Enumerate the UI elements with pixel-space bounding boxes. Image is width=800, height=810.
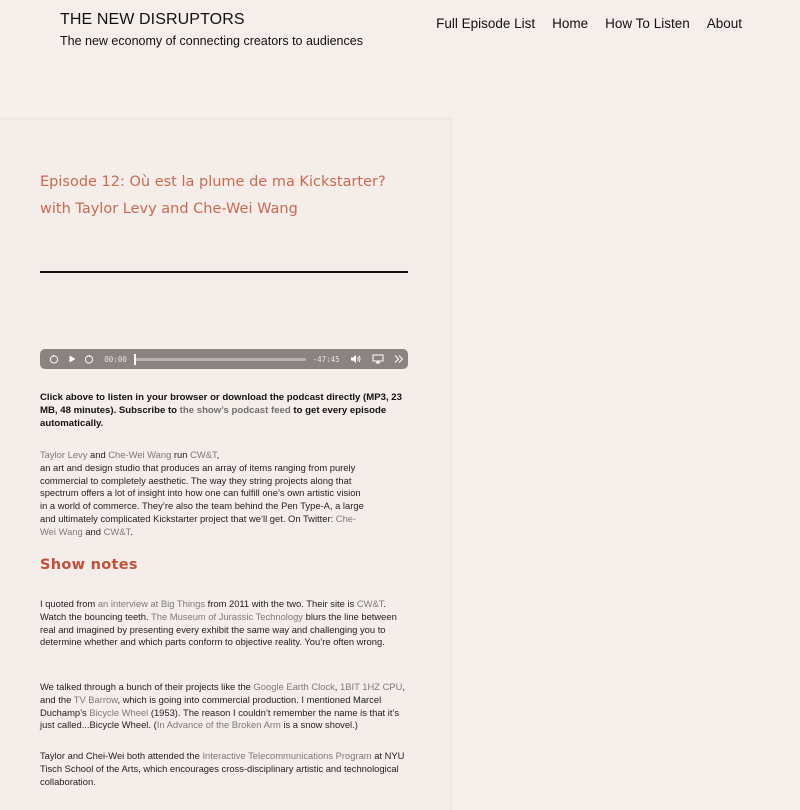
show-notes-paragraph-3 [40,750,410,788]
jurassic-technology-link[interactable]: The Museum of Jurassic Technology [151,610,303,622]
show-notes-heading: Show notes [40,557,138,573]
bio-text: run [171,449,191,460]
paragraph-text: (1953). The reason I couldn’t remember the name is that it’s just called...Bicycle Wheel. ( [40,706,400,731]
paragraph-text: is a snow shovel.) [280,719,358,731]
paragraph-text: Taylor and Chei-Wei both attended the [40,750,203,761]
skip-back-icon[interactable] [45,349,63,369]
airplay-icon[interactable] [369,349,387,369]
cwt-site-link[interactable]: CW&T [356,598,384,609]
site-description: The new economy of connecting creators to audiences [60,34,363,48]
listen-instructions [40,391,410,430]
skip-forward-icon[interactable] [81,349,99,369]
nav-home[interactable]: Home [552,16,589,31]
episode-bio [40,449,370,539]
nav-how-to-listen[interactable]: How To Listen [605,16,690,31]
intro-text: Click above to listen in your browser or download the podcast directly (MP3, 23 MB, 48 minutes). Subscribe to [40,392,402,416]
1bit-cpu-link[interactable]: 1BIT 1HZ CPU [340,681,403,692]
speed-icon[interactable] [390,349,408,369]
paragraph-text: We talked through a bunch of their projects like the [40,681,254,692]
paragraph-text: from 2011 with the two. Their site is [205,598,357,609]
paragraph-text: , and the [40,681,405,705]
podcast-feed-link[interactable]: the show’s podcast feed [179,405,291,416]
paragraph-text: . Watch the bouncing teeth. [40,598,387,622]
cwt-link[interactable]: CW&T [190,449,217,460]
paragraph-text: , [334,681,341,692]
episode-title[interactable]: Episode 12: Où est la plume de ma Kickstarter? with Taylor Levy and Che-Wei Wang [40,174,386,217]
paragraph-text: at NYU Tisch School of the Arts, which encourages cross-disciplinary artistic and technological collaboration. [40,750,405,787]
remaining-time: -47:45 [312,354,340,364]
twitter-che-wei-link[interactable]: Che-Wei Wang [40,512,357,537]
audio-player [40,349,408,369]
bio-text: . [130,525,133,537]
play-icon[interactable] [63,349,81,369]
progress-track[interactable] [134,358,306,361]
itp-link[interactable]: Interactive Telecommunications Program [202,750,372,761]
show-notes-paragraph-2 [40,681,410,732]
show-notes-paragraph-1 [40,598,400,649]
paragraph-text: blurs the line between real and imagined by presenting every exhibit the same way and challenging you to determine whether and which parts conform to objective reality. You’re often wrong. [40,610,397,648]
che-wei-wang-link[interactable]: Che-Wei Wang [108,449,172,460]
site-title[interactable]: THE NEW DISRUPTORS [60,11,245,28]
big-things-interview-link[interactable]: an interview at Big Things [97,598,206,609]
bio-text: , [216,449,220,460]
nav-about[interactable]: About [706,16,742,31]
progress-thumb[interactable] [134,354,136,365]
paragraph-text: , which is going into commercial production. I mentioned Marcel Duchamp’s [40,693,382,718]
tv-barrow-link[interactable]: TV Barrow [73,693,118,705]
bio-text: and [82,525,104,537]
volume-icon[interactable] [347,349,365,369]
bio-text: and [87,449,109,460]
twitter-cwt-link[interactable]: CW&T [103,525,131,537]
taylor-levy-link[interactable]: Taylor Levy [40,449,88,460]
paragraph-text: I quoted from [40,598,98,609]
bio-body: an art and design studio that produces an array of items ranging from purely commercial to completely aesthetic. The way they string projects along that spectrum offers a lot of insight into how one can fulfill one’s own artistic vision in a world of commerce. They’re also the team behind the Pen Type-A, a large and ultimately complicated Kickstarter project that we’ll get. On Twitter: [40,461,364,524]
nav-full-episode-list[interactable]: Full Episode List [436,16,536,31]
elapsed-time: 00:00 [104,354,127,364]
google-earth-clock-link[interactable]: Google Earth Clock [253,681,335,692]
main-nav [436,16,742,31]
broken-arm-link[interactable]: In Advance of the Broken Arm [156,719,281,731]
intro-text-end: to get every episode automatically. [40,405,387,429]
divider [40,271,408,273]
bicycle-wheel-link[interactable]: Bicycle Wheel [89,706,149,718]
